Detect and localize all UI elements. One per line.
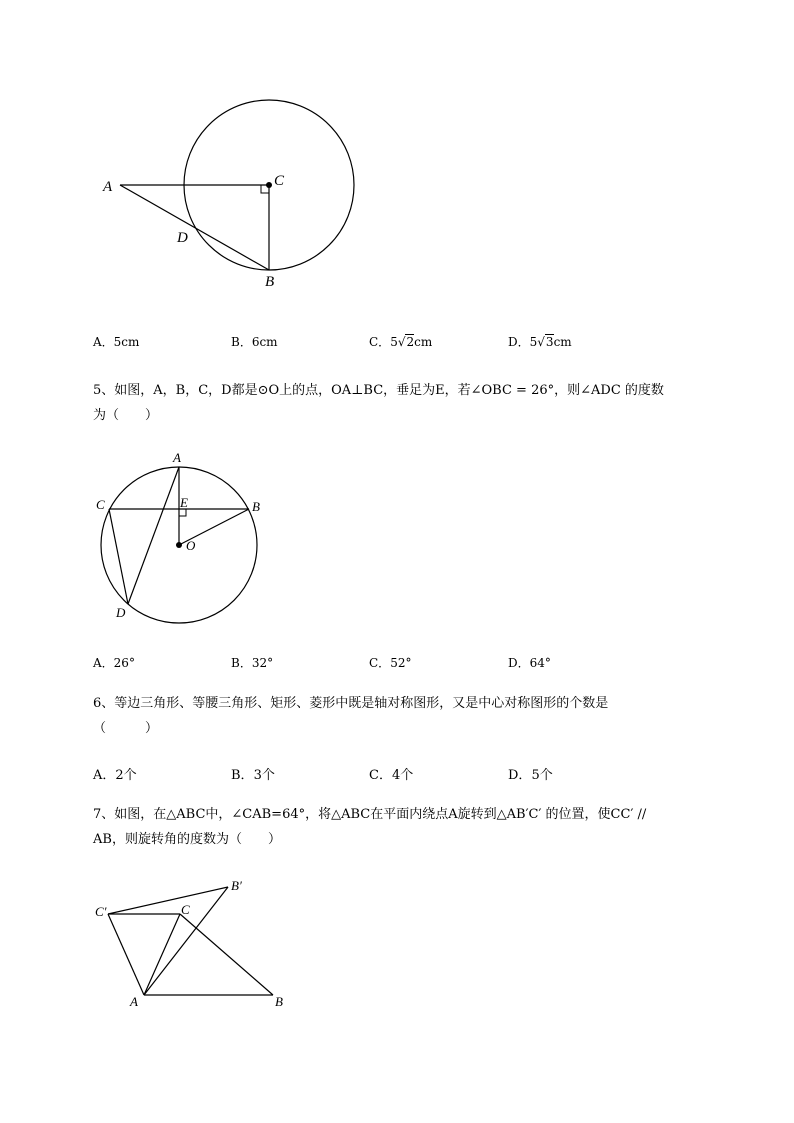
segment-ab (120, 185, 269, 270)
option-coef: 5 (390, 335, 398, 349)
label-d: D (116, 605, 126, 620)
option-letter: A． (93, 768, 116, 783)
label-b: B (252, 499, 260, 514)
label-c: C (181, 902, 190, 917)
option-letter: C． (369, 335, 391, 349)
right-angle-mark (179, 509, 186, 516)
sqrt-sign: √ (537, 335, 545, 349)
option-letter: C． (369, 768, 392, 783)
q6-line2: （ ） (93, 721, 159, 736)
q4-option-b[interactable] (231, 333, 278, 350)
center-point (176, 542, 182, 548)
option-text: 52° (390, 656, 412, 670)
label-a: A (103, 179, 113, 195)
label-a: A (173, 450, 181, 465)
option-text: 64° (529, 656, 551, 670)
q7-question (93, 802, 743, 852)
option-text: 5个 (531, 768, 553, 783)
label-c: C (96, 497, 105, 512)
q5-question (93, 378, 743, 428)
option-coef: 5 (529, 335, 538, 349)
q6-option-b[interactable] (231, 764, 275, 783)
option-text: 6cm (251, 335, 278, 349)
q6-option-d[interactable] (508, 764, 553, 783)
option-letter: B． (231, 656, 252, 670)
q7-line2: AB，则旋转角的度数为（ ） (93, 832, 281, 847)
option-unit: cm (553, 335, 572, 349)
option-text: 32° (251, 656, 274, 670)
q5-option-d[interactable] (508, 654, 551, 671)
q6-option-a[interactable] (93, 764, 137, 783)
label-c-prime: C′ (95, 904, 107, 919)
sqrt-sign: √ (397, 335, 406, 349)
q6-line1: 6、等边三角形、等腰三角形、矩形、菱形中既是轴对称图形，又是中心对称图形的个数是 (93, 696, 609, 711)
option-letter: D． (508, 656, 530, 670)
figure-rotation (90, 872, 300, 1012)
label-b-prime: B′ (231, 878, 242, 893)
q4-option-a[interactable] (93, 333, 139, 350)
option-letter: B． (231, 335, 252, 349)
option-letter: A． (93, 335, 114, 349)
option-text: 5cm (113, 335, 140, 349)
segment-ac (144, 914, 180, 995)
segment-ac-prime (108, 914, 144, 995)
option-letter: C． (369, 656, 391, 670)
option-text: 2个 (115, 768, 137, 783)
segment-ad (128, 467, 179, 604)
segment-cb (180, 914, 273, 995)
label-b: B (265, 274, 275, 290)
option-text: 26° (113, 656, 135, 670)
option-unit: cm (414, 335, 433, 349)
option-radicand: 3 (545, 335, 554, 349)
label-b: B (275, 994, 283, 1009)
q5-option-b[interactable] (231, 654, 273, 671)
figure-circle-o (90, 445, 270, 625)
q4-option-c[interactable] (369, 333, 432, 350)
q4-option-d[interactable] (508, 333, 572, 350)
q5-line2: 为（ ） (93, 408, 159, 423)
q5-line1: 5、如图，A，B，C，D都是⊙O上的点，OA⊥BC，垂足为E，若∠OBC = 26°，则∠ADC 的度数 (93, 383, 664, 398)
q7-line1: 7、如图，在△ABC中，∠CAB=64°，将△ABC在平面内绕点A旋转到△AB′C′ 的位置，使CC′ // (93, 807, 647, 822)
q6-question (93, 691, 743, 741)
segment-cd (109, 509, 128, 604)
option-text: 3个 (253, 768, 275, 783)
label-a: A (130, 994, 138, 1009)
label-d: D (177, 230, 188, 246)
option-letter: B． (231, 768, 254, 783)
label-c: C (274, 173, 285, 189)
q6-option-c[interactable] (369, 764, 413, 783)
center-point (266, 182, 272, 188)
q5-option-c[interactable] (369, 654, 411, 671)
figure-circle-triangle (95, 90, 365, 295)
option-letter: D． (508, 768, 532, 783)
option-letter: D． (508, 335, 530, 349)
q5-option-a[interactable] (93, 654, 135, 671)
label-o: O (186, 538, 196, 553)
option-letter: A． (93, 656, 114, 670)
label-e: E (180, 495, 188, 510)
option-text: 4个 (391, 768, 414, 783)
option-radicand: 2 (406, 335, 415, 349)
